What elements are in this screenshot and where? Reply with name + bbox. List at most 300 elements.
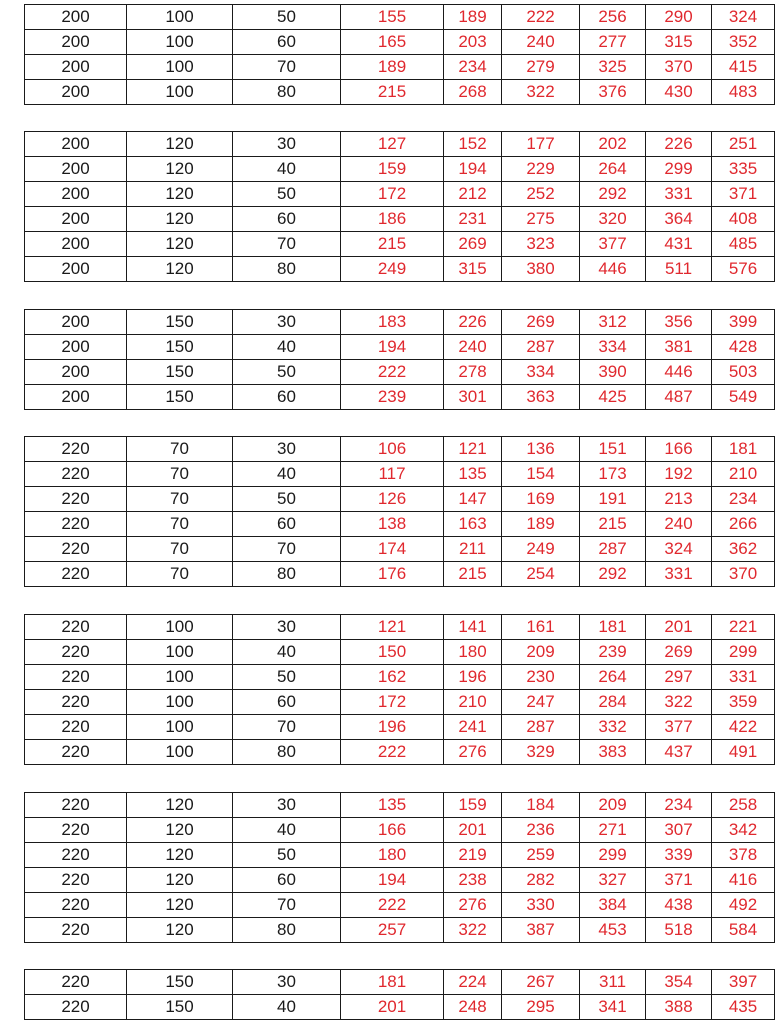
- value-cell: 266: [712, 512, 775, 537]
- value-cell: 222: [502, 5, 580, 30]
- value-cell: 181: [712, 437, 775, 462]
- key-cell: 80: [233, 257, 341, 282]
- key-cell: 120: [127, 893, 233, 918]
- value-cell: 166: [646, 437, 712, 462]
- table-row: [25, 715, 775, 740]
- value-cell: 106: [341, 437, 444, 462]
- key-cell: 200: [25, 207, 127, 232]
- key-cell: 150: [127, 360, 233, 385]
- value-cell: 377: [580, 232, 646, 257]
- value-cell: 370: [712, 562, 775, 587]
- value-cell: 334: [502, 360, 580, 385]
- value-cell: 352: [712, 30, 775, 55]
- table-row: [25, 335, 775, 360]
- value-cell: 377: [646, 715, 712, 740]
- value-cell: 275: [502, 207, 580, 232]
- key-cell: 220: [25, 512, 127, 537]
- value-cell: 117: [341, 462, 444, 487]
- value-cell: 240: [502, 30, 580, 55]
- value-cell: 247: [502, 690, 580, 715]
- value-cell: 196: [341, 715, 444, 740]
- value-cell: 181: [580, 615, 646, 640]
- value-cell: 290: [646, 5, 712, 30]
- key-cell: 120: [127, 132, 233, 157]
- value-cell: 159: [341, 157, 444, 182]
- value-cell: 241: [444, 715, 502, 740]
- key-cell: 220: [25, 893, 127, 918]
- value-cell: 354: [646, 970, 712, 995]
- value-cell: 435: [712, 995, 775, 1020]
- key-cell: 200: [25, 132, 127, 157]
- table-row: [25, 80, 775, 105]
- value-cell: 147: [444, 487, 502, 512]
- data-table-block: [24, 614, 775, 765]
- table-row: [25, 462, 775, 487]
- value-cell: 224: [444, 970, 502, 995]
- key-cell: 120: [127, 157, 233, 182]
- value-cell: 371: [646, 868, 712, 893]
- table-row: [25, 868, 775, 893]
- value-cell: 222: [341, 740, 444, 765]
- table-row: [25, 690, 775, 715]
- value-cell: 297: [646, 665, 712, 690]
- table-row: [25, 360, 775, 385]
- value-cell: 322: [646, 690, 712, 715]
- value-cell: 397: [712, 970, 775, 995]
- value-cell: 511: [646, 257, 712, 282]
- value-cell: 381: [646, 335, 712, 360]
- data-table-block: [24, 4, 775, 105]
- value-cell: 203: [444, 30, 502, 55]
- key-cell: 30: [233, 310, 341, 335]
- value-cell: 387: [502, 918, 580, 943]
- value-cell: 287: [502, 715, 580, 740]
- key-cell: 220: [25, 615, 127, 640]
- table-row: [25, 562, 775, 587]
- value-cell: 251: [712, 132, 775, 157]
- table-row: [25, 257, 775, 282]
- value-cell: 127: [341, 132, 444, 157]
- key-cell: 100: [127, 740, 233, 765]
- table-row: [25, 5, 775, 30]
- value-cell: 438: [646, 893, 712, 918]
- value-cell: 362: [712, 537, 775, 562]
- key-cell: 50: [233, 665, 341, 690]
- key-cell: 100: [127, 80, 233, 105]
- value-cell: 181: [341, 970, 444, 995]
- value-cell: 492: [712, 893, 775, 918]
- value-cell: 161: [502, 615, 580, 640]
- key-cell: 100: [127, 30, 233, 55]
- value-cell: 320: [580, 207, 646, 232]
- value-cell: 334: [580, 335, 646, 360]
- value-cell: 240: [646, 512, 712, 537]
- value-cell: 152: [444, 132, 502, 157]
- data-table-block: [24, 131, 775, 282]
- key-cell: 200: [25, 5, 127, 30]
- key-cell: 50: [233, 182, 341, 207]
- value-cell: 201: [646, 615, 712, 640]
- key-cell: 220: [25, 665, 127, 690]
- key-cell: 30: [233, 132, 341, 157]
- value-cell: 194: [341, 868, 444, 893]
- value-cell: 222: [341, 893, 444, 918]
- key-cell: 120: [127, 232, 233, 257]
- key-cell: 200: [25, 257, 127, 282]
- value-cell: 315: [444, 257, 502, 282]
- key-cell: 70: [233, 55, 341, 80]
- value-cell: 189: [341, 55, 444, 80]
- value-cell: 239: [580, 640, 646, 665]
- value-cell: 264: [580, 157, 646, 182]
- key-cell: 150: [127, 970, 233, 995]
- value-cell: 339: [646, 843, 712, 868]
- key-cell: 70: [233, 537, 341, 562]
- value-cell: 576: [712, 257, 775, 282]
- value-cell: 276: [444, 740, 502, 765]
- table-row: [25, 537, 775, 562]
- value-cell: 378: [712, 843, 775, 868]
- value-cell: 329: [502, 740, 580, 765]
- value-cell: 172: [341, 182, 444, 207]
- key-cell: 220: [25, 690, 127, 715]
- value-cell: 136: [502, 437, 580, 462]
- value-cell: 428: [712, 335, 775, 360]
- table-row: [25, 740, 775, 765]
- value-cell: 150: [341, 640, 444, 665]
- value-cell: 425: [580, 385, 646, 410]
- value-cell: 390: [580, 360, 646, 385]
- key-cell: 60: [233, 30, 341, 55]
- value-cell: 287: [502, 335, 580, 360]
- value-cell: 234: [646, 793, 712, 818]
- key-cell: 200: [25, 30, 127, 55]
- value-cell: 332: [580, 715, 646, 740]
- key-cell: 220: [25, 640, 127, 665]
- value-cell: 268: [444, 80, 502, 105]
- key-cell: 120: [127, 818, 233, 843]
- value-cell: 173: [580, 462, 646, 487]
- key-cell: 70: [127, 487, 233, 512]
- value-cell: 518: [646, 918, 712, 943]
- value-cell: 163: [444, 512, 502, 537]
- key-cell: 40: [233, 335, 341, 360]
- value-cell: 126: [341, 487, 444, 512]
- key-cell: 220: [25, 868, 127, 893]
- table-row: [25, 182, 775, 207]
- key-cell: 70: [233, 893, 341, 918]
- table-row: [25, 232, 775, 257]
- value-cell: 201: [444, 818, 502, 843]
- value-cell: 327: [580, 868, 646, 893]
- value-cell: 166: [341, 818, 444, 843]
- table-row: [25, 437, 775, 462]
- key-cell: 80: [233, 740, 341, 765]
- key-cell: 70: [127, 437, 233, 462]
- value-cell: 151: [580, 437, 646, 462]
- value-cell: 311: [580, 970, 646, 995]
- value-cell: 240: [444, 335, 502, 360]
- value-cell: 356: [646, 310, 712, 335]
- value-cell: 416: [712, 868, 775, 893]
- value-cell: 176: [341, 562, 444, 587]
- value-cell: 236: [502, 818, 580, 843]
- key-cell: 100: [127, 715, 233, 740]
- value-cell: 211: [444, 537, 502, 562]
- data-table-block: [24, 309, 775, 410]
- value-cell: 210: [712, 462, 775, 487]
- key-cell: 120: [127, 843, 233, 868]
- key-cell: 100: [127, 690, 233, 715]
- key-cell: 220: [25, 462, 127, 487]
- value-cell: 359: [712, 690, 775, 715]
- key-cell: 120: [127, 182, 233, 207]
- value-cell: 324: [646, 537, 712, 562]
- table-row: [25, 207, 775, 232]
- value-cell: 229: [502, 157, 580, 182]
- table-row: [25, 818, 775, 843]
- value-cell: 363: [502, 385, 580, 410]
- key-cell: 70: [127, 562, 233, 587]
- value-cell: 331: [646, 562, 712, 587]
- key-cell: 220: [25, 562, 127, 587]
- value-cell: 278: [444, 360, 502, 385]
- key-cell: 220: [25, 818, 127, 843]
- value-cell: 380: [502, 257, 580, 282]
- value-cell: 191: [580, 487, 646, 512]
- value-cell: 371: [712, 182, 775, 207]
- key-cell: 200: [25, 360, 127, 385]
- value-cell: 215: [341, 232, 444, 257]
- key-cell: 200: [25, 232, 127, 257]
- value-cell: 230: [502, 665, 580, 690]
- value-cell: 299: [580, 843, 646, 868]
- key-cell: 150: [127, 385, 233, 410]
- value-cell: 483: [712, 80, 775, 105]
- key-cell: 100: [127, 640, 233, 665]
- value-cell: 159: [444, 793, 502, 818]
- key-cell: 80: [233, 80, 341, 105]
- key-cell: 200: [25, 182, 127, 207]
- key-cell: 70: [127, 462, 233, 487]
- key-cell: 200: [25, 80, 127, 105]
- value-cell: 141: [444, 615, 502, 640]
- value-cell: 276: [444, 893, 502, 918]
- value-cell: 422: [712, 715, 775, 740]
- key-cell: 220: [25, 918, 127, 943]
- table-row: [25, 893, 775, 918]
- value-cell: 135: [444, 462, 502, 487]
- table-row: [25, 995, 775, 1020]
- key-cell: 70: [127, 537, 233, 562]
- value-cell: 180: [341, 843, 444, 868]
- value-cell: 256: [580, 5, 646, 30]
- key-cell: 80: [233, 562, 341, 587]
- key-cell: 40: [233, 995, 341, 1020]
- value-cell: 154: [502, 462, 580, 487]
- value-cell: 331: [712, 665, 775, 690]
- key-cell: 60: [233, 385, 341, 410]
- table-row: [25, 640, 775, 665]
- value-cell: 269: [502, 310, 580, 335]
- key-cell: 70: [233, 232, 341, 257]
- value-cell: 279: [502, 55, 580, 80]
- value-cell: 238: [444, 868, 502, 893]
- value-cell: 277: [580, 30, 646, 55]
- value-cell: 121: [444, 437, 502, 462]
- value-cell: 215: [341, 80, 444, 105]
- table-row: [25, 918, 775, 943]
- key-cell: 120: [127, 257, 233, 282]
- value-cell: 584: [712, 918, 775, 943]
- table-row: [25, 55, 775, 80]
- value-cell: 322: [502, 80, 580, 105]
- value-cell: 165: [341, 30, 444, 55]
- key-cell: 150: [127, 995, 233, 1020]
- table-row: [25, 132, 775, 157]
- value-cell: 172: [341, 690, 444, 715]
- data-table-block: [24, 436, 775, 587]
- key-cell: 60: [233, 868, 341, 893]
- value-cell: 324: [712, 5, 775, 30]
- key-cell: 80: [233, 918, 341, 943]
- value-cell: 189: [444, 5, 502, 30]
- value-cell: 162: [341, 665, 444, 690]
- key-cell: 50: [233, 360, 341, 385]
- table-row: [25, 157, 775, 182]
- value-cell: 215: [444, 562, 502, 587]
- key-cell: 200: [25, 157, 127, 182]
- data-table-block: [24, 792, 775, 943]
- value-cell: 284: [580, 690, 646, 715]
- key-cell: 60: [233, 512, 341, 537]
- value-cell: 503: [712, 360, 775, 385]
- key-cell: 150: [127, 310, 233, 335]
- value-cell: 186: [341, 207, 444, 232]
- value-cell: 177: [502, 132, 580, 157]
- value-cell: 301: [444, 385, 502, 410]
- value-cell: 431: [646, 232, 712, 257]
- value-cell: 282: [502, 868, 580, 893]
- value-cell: 383: [580, 740, 646, 765]
- value-cell: 453: [580, 918, 646, 943]
- value-cell: 292: [580, 562, 646, 587]
- value-cell: 388: [646, 995, 712, 1020]
- key-cell: 40: [233, 640, 341, 665]
- value-cell: 408: [712, 207, 775, 232]
- table-row: [25, 615, 775, 640]
- key-cell: 220: [25, 537, 127, 562]
- key-cell: 40: [233, 157, 341, 182]
- value-cell: 331: [646, 182, 712, 207]
- key-cell: 200: [25, 55, 127, 80]
- value-cell: 213: [646, 487, 712, 512]
- value-cell: 234: [444, 55, 502, 80]
- table-row: [25, 385, 775, 410]
- value-cell: 323: [502, 232, 580, 257]
- key-cell: 220: [25, 715, 127, 740]
- value-cell: 271: [580, 818, 646, 843]
- value-cell: 312: [580, 310, 646, 335]
- key-cell: 220: [25, 487, 127, 512]
- key-cell: 50: [233, 487, 341, 512]
- key-cell: 50: [233, 843, 341, 868]
- value-cell: 485: [712, 232, 775, 257]
- value-cell: 138: [341, 512, 444, 537]
- value-cell: 259: [502, 843, 580, 868]
- value-cell: 169: [502, 487, 580, 512]
- value-cell: 399: [712, 310, 775, 335]
- value-cell: 209: [502, 640, 580, 665]
- value-cell: 269: [444, 232, 502, 257]
- key-cell: 120: [127, 793, 233, 818]
- table-row: [25, 793, 775, 818]
- key-cell: 220: [25, 843, 127, 868]
- value-cell: 430: [646, 80, 712, 105]
- key-cell: 200: [25, 335, 127, 360]
- value-cell: 295: [502, 995, 580, 1020]
- value-cell: 192: [646, 462, 712, 487]
- key-cell: 30: [233, 615, 341, 640]
- key-cell: 200: [25, 310, 127, 335]
- value-cell: 292: [580, 182, 646, 207]
- key-cell: 120: [127, 918, 233, 943]
- value-cell: 299: [712, 640, 775, 665]
- value-cell: 239: [341, 385, 444, 410]
- value-cell: 252: [502, 182, 580, 207]
- value-cell: 221: [712, 615, 775, 640]
- key-cell: 100: [127, 665, 233, 690]
- key-cell: 60: [233, 207, 341, 232]
- table-row: [25, 487, 775, 512]
- value-cell: 210: [444, 690, 502, 715]
- key-cell: 120: [127, 868, 233, 893]
- table-row: [25, 512, 775, 537]
- value-cell: 267: [502, 970, 580, 995]
- value-cell: 135: [341, 793, 444, 818]
- value-cell: 325: [580, 55, 646, 80]
- value-cell: 226: [646, 132, 712, 157]
- key-cell: 150: [127, 335, 233, 360]
- key-cell: 200: [25, 385, 127, 410]
- key-cell: 220: [25, 995, 127, 1020]
- value-cell: 287: [580, 537, 646, 562]
- key-cell: 60: [233, 690, 341, 715]
- value-cell: 487: [646, 385, 712, 410]
- key-cell: 120: [127, 207, 233, 232]
- value-cell: 222: [341, 360, 444, 385]
- value-cell: 212: [444, 182, 502, 207]
- value-cell: 234: [712, 487, 775, 512]
- key-cell: 220: [25, 970, 127, 995]
- value-cell: 299: [646, 157, 712, 182]
- key-cell: 70: [127, 512, 233, 537]
- value-cell: 549: [712, 385, 775, 410]
- value-cell: 322: [444, 918, 502, 943]
- table-row: [25, 30, 775, 55]
- value-cell: 248: [444, 995, 502, 1020]
- value-cell: 364: [646, 207, 712, 232]
- value-cell: 201: [341, 995, 444, 1020]
- value-cell: 183: [341, 310, 444, 335]
- value-cell: 194: [444, 157, 502, 182]
- value-cell: 189: [502, 512, 580, 537]
- value-cell: 121: [341, 615, 444, 640]
- value-cell: 215: [580, 512, 646, 537]
- value-cell: 219: [444, 843, 502, 868]
- key-cell: 40: [233, 818, 341, 843]
- key-cell: 50: [233, 5, 341, 30]
